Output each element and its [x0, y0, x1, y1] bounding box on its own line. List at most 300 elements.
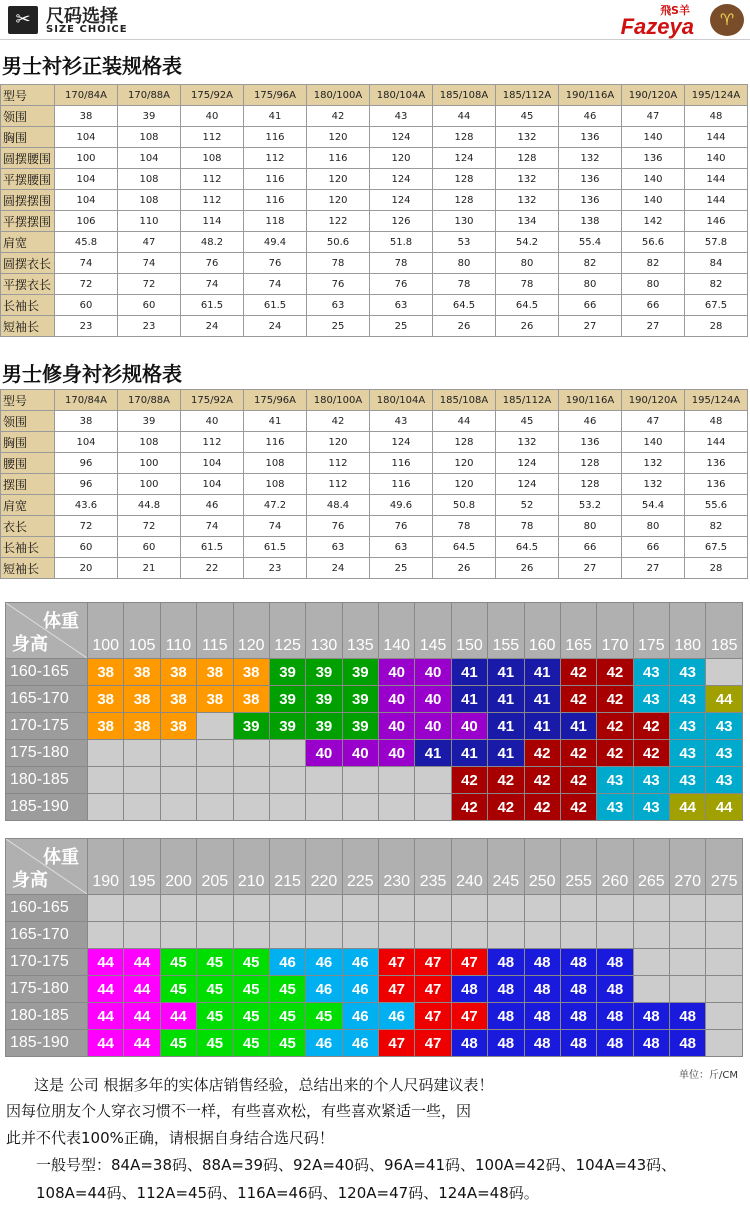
- size-cell: 43: [670, 767, 706, 794]
- size-cell: 43: [597, 794, 633, 821]
- spec-cell: 39: [118, 411, 181, 432]
- size-cell: [524, 922, 560, 949]
- unit-label: 单位：斤/CM: [679, 1070, 738, 1081]
- size-cell: 44: [88, 976, 124, 1003]
- spec-cell: 78: [496, 516, 559, 537]
- spec-cell: 108: [244, 474, 307, 495]
- table-row: [1, 316, 748, 337]
- spec-cell: 28: [685, 558, 748, 579]
- size-cell: 47: [451, 1003, 487, 1030]
- weight-header-cell: 115: [197, 603, 233, 659]
- spec-cell: 104: [55, 190, 118, 211]
- size-cell: 41: [524, 713, 560, 740]
- spec-cell: 128: [496, 148, 559, 169]
- spec-cell: 63: [307, 537, 370, 558]
- spec-header-cell: 175/96A: [244, 390, 307, 411]
- spec-cell: 摆围: [1, 474, 55, 495]
- size-cell: [306, 895, 342, 922]
- spec-cell: 54.4: [622, 495, 685, 516]
- table-row: [6, 895, 743, 922]
- spec-cell: 124: [370, 432, 433, 453]
- spec-cell: 122: [307, 211, 370, 232]
- note-line-3: 此并不代表100%正确，请根据自身结合选尺码！: [6, 1129, 334, 1147]
- size-cell: [633, 949, 669, 976]
- size-cell: 48: [597, 976, 633, 1003]
- spec-cell: 132: [622, 453, 685, 474]
- spec-cell: 26: [433, 316, 496, 337]
- size-cell: [306, 767, 342, 794]
- spec-cell: 108: [118, 432, 181, 453]
- spec-cell: 112: [244, 148, 307, 169]
- table-row: [6, 1003, 743, 1030]
- spec-cell: 112: [181, 127, 244, 148]
- spec-cell: 128: [559, 474, 622, 495]
- spec-cell: 76: [307, 516, 370, 537]
- spec-cell: 116: [244, 432, 307, 453]
- size-cell: 43: [633, 659, 669, 686]
- size-cell: [560, 895, 596, 922]
- spec-cell: 腰围: [1, 453, 55, 474]
- size-cell: 46: [306, 1030, 342, 1057]
- size-cell: 41: [451, 740, 487, 767]
- spec-cell: 124: [496, 474, 559, 495]
- spec-cell: 116: [307, 148, 370, 169]
- spec-cell: 136: [685, 474, 748, 495]
- spec-cell: 41: [244, 106, 307, 127]
- table-row: [6, 976, 743, 1003]
- size-cell: [124, 895, 160, 922]
- size-cell: 40: [306, 740, 342, 767]
- spec-cell: 124: [433, 148, 496, 169]
- spec-cell: 128: [433, 432, 496, 453]
- spec-cell: 76: [181, 253, 244, 274]
- size-cell: 48: [524, 1030, 560, 1057]
- spec-cell: 116: [244, 169, 307, 190]
- size-cell: 41: [524, 659, 560, 686]
- size-cell: [379, 767, 415, 794]
- size-cell: [415, 794, 451, 821]
- spec-cell: 24: [181, 316, 244, 337]
- weight-header-cell: 210: [233, 839, 269, 895]
- size-cell: 48: [560, 949, 596, 976]
- size-cell: [306, 922, 342, 949]
- spec-cell: 短袖长: [1, 558, 55, 579]
- weight-header-cell: 155: [488, 603, 524, 659]
- spec-cell: 23: [118, 316, 181, 337]
- spec-cell: 144: [685, 190, 748, 211]
- size-cell: [160, 740, 196, 767]
- spec-cell: 72: [55, 516, 118, 537]
- size-cell: [160, 767, 196, 794]
- spec-header-cell: 170/88A: [118, 85, 181, 106]
- size-cell: 47: [415, 976, 451, 1003]
- table-row: [1, 148, 748, 169]
- spec-cell: 118: [244, 211, 307, 232]
- spec-header-cell: 170/84A: [55, 85, 118, 106]
- size-cell: [706, 922, 743, 949]
- size-cell: 42: [560, 794, 596, 821]
- spec-cell: 142: [622, 211, 685, 232]
- spec-cell: 平摆腰围: [1, 169, 55, 190]
- spec-cell: 领围: [1, 106, 55, 127]
- spec-cell: 40: [181, 411, 244, 432]
- weight-header-cell: 185: [706, 603, 743, 659]
- size-cell: 46: [306, 949, 342, 976]
- spec-cell: 132: [496, 190, 559, 211]
- spec-cell: 104: [55, 169, 118, 190]
- spec-cell: 132: [496, 169, 559, 190]
- size-cell: 48: [524, 976, 560, 1003]
- spec-cell: 78: [307, 253, 370, 274]
- spec-cell: 61.5: [244, 295, 307, 316]
- scissors-icon: ✂: [8, 6, 38, 34]
- spec-cell: 104: [181, 474, 244, 495]
- weight-header-cell: 235: [415, 839, 451, 895]
- size-cell: 47: [379, 949, 415, 976]
- spec-cell: 47.2: [244, 495, 307, 516]
- size-cell: [670, 895, 706, 922]
- table-row: [1, 106, 748, 127]
- size-cell: [197, 922, 233, 949]
- spec-cell: 61.5: [244, 537, 307, 558]
- spec-cell: 140: [622, 127, 685, 148]
- size-cell: [633, 976, 669, 1003]
- size-cell: 44: [160, 1003, 196, 1030]
- height-label-cell: 185-190: [6, 794, 88, 821]
- size-cell: [160, 895, 196, 922]
- header-subtitle: SIZE CHOICE: [46, 24, 128, 35]
- size-cell: [633, 895, 669, 922]
- table-row: [1, 558, 748, 579]
- spec-cell: 108: [181, 148, 244, 169]
- size-cell: 48: [597, 1030, 633, 1057]
- table1-title: 男士衬衫正装规格表: [2, 54, 182, 78]
- spec-cell: 104: [55, 432, 118, 453]
- spec-cell: 64.5: [496, 295, 559, 316]
- weight-header-cell: 270: [670, 839, 706, 895]
- size-cell: 40: [415, 686, 451, 713]
- spec-cell: 104: [181, 453, 244, 474]
- size-cell: 44: [124, 976, 160, 1003]
- weight-header-cell: 160: [524, 603, 560, 659]
- height-label-cell: 165-170: [6, 922, 88, 949]
- size-cell: 48: [597, 949, 633, 976]
- spec-cell: 136: [559, 190, 622, 211]
- size-cell: 40: [342, 740, 378, 767]
- size-cell: 47: [415, 1030, 451, 1057]
- size-cell: [706, 949, 743, 976]
- spec-cell: 46: [181, 495, 244, 516]
- spec-cell: 平摆摆围: [1, 211, 55, 232]
- weight-header-cell: 140: [379, 603, 415, 659]
- size-cell: 48: [560, 1003, 596, 1030]
- spec-cell: 72: [118, 274, 181, 295]
- size-cell: 42: [597, 740, 633, 767]
- table-row: [1, 411, 748, 432]
- spec-cell: 112: [181, 190, 244, 211]
- size-cell: [560, 922, 596, 949]
- size-cell: [524, 895, 560, 922]
- spec-cell: 20: [55, 558, 118, 579]
- size-cell: 48: [451, 1030, 487, 1057]
- size-cell: 44: [124, 949, 160, 976]
- spec-header-cell: 175/96A: [244, 85, 307, 106]
- size-cell: 40: [415, 659, 451, 686]
- size-cell: 42: [524, 767, 560, 794]
- spec-cell: 60: [118, 295, 181, 316]
- spec-cell: 136: [559, 169, 622, 190]
- size-cell: [379, 895, 415, 922]
- size-cell: 48: [560, 1030, 596, 1057]
- spec-cell: 80: [559, 274, 622, 295]
- table-row: [6, 659, 743, 686]
- spec-cell: 45: [496, 106, 559, 127]
- spec-cell: 136: [622, 148, 685, 169]
- weight-header-cell: 265: [633, 839, 669, 895]
- size-cell: 39: [342, 686, 378, 713]
- spec-header-cell: 185/108A: [433, 85, 496, 106]
- spec-cell: 80: [622, 274, 685, 295]
- spec-header-cell: 180/104A: [370, 85, 433, 106]
- spec-cell: 46: [559, 411, 622, 432]
- size-cell: 38: [160, 659, 196, 686]
- size-cell: [670, 949, 706, 976]
- spec-cell: 78: [496, 274, 559, 295]
- size-cell: 42: [524, 740, 560, 767]
- spec-cell: 64.5: [433, 295, 496, 316]
- spec-cell: 96: [55, 453, 118, 474]
- size-cell: 42: [597, 713, 633, 740]
- spec-cell: 132: [496, 127, 559, 148]
- height-label-cell: 160-165: [6, 895, 88, 922]
- spec-cell: 长袖长: [1, 295, 55, 316]
- size-cell: 41: [560, 713, 596, 740]
- size-cell: [88, 794, 124, 821]
- size-cell: 41: [488, 686, 524, 713]
- size-cell: 41: [451, 659, 487, 686]
- spec-cell: 82: [685, 516, 748, 537]
- size-cell: 45: [306, 1003, 342, 1030]
- size-cell: 46: [306, 976, 342, 1003]
- spec-cell: 74: [244, 516, 307, 537]
- spec-cell: 124: [496, 453, 559, 474]
- spec-cell: 26: [496, 316, 559, 337]
- weight-header-cell: 240: [451, 839, 487, 895]
- spec-cell: 平摆衣长: [1, 274, 55, 295]
- spec-cell: 短袖长: [1, 316, 55, 337]
- grid-corner: 体重 身高: [6, 603, 88, 659]
- spec-cell: 76: [307, 274, 370, 295]
- weight-header-cell: 145: [415, 603, 451, 659]
- size-cell: [269, 895, 305, 922]
- table-row: [6, 686, 743, 713]
- spec-cell: 112: [307, 453, 370, 474]
- table-row: [1, 274, 748, 295]
- spec-cell: 21: [118, 558, 181, 579]
- spec-cell: 50.8: [433, 495, 496, 516]
- slim-shirt-spec-table: [0, 389, 748, 579]
- size-cell: 41: [488, 659, 524, 686]
- spec-cell: 144: [685, 432, 748, 453]
- spec-cell: 胸围: [1, 432, 55, 453]
- spec-cell: 22: [181, 558, 244, 579]
- weight-header-cell: 195: [124, 839, 160, 895]
- size-cell: 45: [160, 976, 196, 1003]
- size-cell: 38: [88, 686, 124, 713]
- size-cell: [670, 922, 706, 949]
- spec-cell: 61.5: [181, 295, 244, 316]
- size-cell: 45: [160, 1030, 196, 1057]
- spec-cell: 领围: [1, 411, 55, 432]
- size-cell: 39: [306, 659, 342, 686]
- size-cell: [706, 895, 743, 922]
- size-cell: 45: [197, 949, 233, 976]
- size-cell: 39: [269, 713, 305, 740]
- size-cell: 42: [451, 767, 487, 794]
- spec-cell: 132: [496, 432, 559, 453]
- table-row: [1, 253, 748, 274]
- weight-header-cell: 225: [342, 839, 378, 895]
- weight-header-cell: 165: [560, 603, 596, 659]
- spec-cell: 74: [118, 253, 181, 274]
- table-row: [1, 127, 748, 148]
- spec-cell: 124: [370, 169, 433, 190]
- spec-cell: 108: [118, 127, 181, 148]
- size-cell: 44: [706, 794, 743, 821]
- size-cell: 43: [706, 713, 743, 740]
- size-cell: [160, 794, 196, 821]
- spec-header-cell: 195/124A: [685, 390, 748, 411]
- spec-cell: 39: [118, 106, 181, 127]
- size-cell: [233, 895, 269, 922]
- size-cell: [451, 922, 487, 949]
- size-cell: [342, 767, 378, 794]
- spec-cell: 48: [685, 106, 748, 127]
- size-cell: [269, 740, 305, 767]
- size-cell: 48: [488, 1003, 524, 1030]
- spec-cell: 60: [55, 537, 118, 558]
- spec-cell: 55.4: [559, 232, 622, 253]
- spec-cell: 112: [307, 474, 370, 495]
- spec-cell: 84: [685, 253, 748, 274]
- spec-cell: 43.6: [55, 495, 118, 516]
- size-cell: 38: [197, 659, 233, 686]
- size-cell: [415, 895, 451, 922]
- size-cell: [197, 713, 233, 740]
- size-cell: 46: [342, 1003, 378, 1030]
- table-row: [1, 495, 748, 516]
- spec-header-cell: 185/112A: [496, 390, 559, 411]
- spec-cell: 60: [55, 295, 118, 316]
- size-cell: 45: [197, 976, 233, 1003]
- spec-cell: 120: [307, 432, 370, 453]
- spec-cell: 64.5: [496, 537, 559, 558]
- size-cell: 45: [197, 1003, 233, 1030]
- spec-cell: 82: [685, 274, 748, 295]
- table-row: [1, 516, 748, 537]
- height-label-cell: 160-165: [6, 659, 88, 686]
- spec-cell: 44: [433, 106, 496, 127]
- size-cell: [269, 922, 305, 949]
- spec-cell: 136: [559, 127, 622, 148]
- spec-cell: 82: [622, 253, 685, 274]
- spec-cell: 78: [433, 516, 496, 537]
- formal-shirt-spec-table: [0, 84, 748, 337]
- weight-header-cell: 250: [524, 839, 560, 895]
- size-cell: 42: [451, 794, 487, 821]
- spec-cell: 54.2: [496, 232, 559, 253]
- table-row: [1, 474, 748, 495]
- size-cell: 48: [560, 976, 596, 1003]
- size-cell: 38: [124, 659, 160, 686]
- size-cell: 39: [306, 686, 342, 713]
- size-cell: [269, 794, 305, 821]
- spec-cell: 23: [244, 558, 307, 579]
- spec-cell: 130: [433, 211, 496, 232]
- spec-cell: 67.5: [685, 295, 748, 316]
- spec-header-cell: 型号: [1, 85, 55, 106]
- spec-cell: 104: [55, 127, 118, 148]
- size-cell: 40: [379, 713, 415, 740]
- size-cell: 39: [342, 713, 378, 740]
- size-cell: 45: [233, 976, 269, 1003]
- size-cell: 42: [597, 659, 633, 686]
- spec-cell: 126: [370, 211, 433, 232]
- size-cell: 39: [269, 659, 305, 686]
- spec-cell: 55.6: [685, 495, 748, 516]
- size-cell: [160, 922, 196, 949]
- weight-header-cell: 130: [306, 603, 342, 659]
- size-cell: 44: [124, 1003, 160, 1030]
- size-cell: [233, 740, 269, 767]
- table-row: [6, 740, 743, 767]
- spec-header-cell: 175/92A: [181, 390, 244, 411]
- spec-cell: 47: [118, 232, 181, 253]
- spec-cell: 80: [496, 253, 559, 274]
- size-cell: 39: [269, 686, 305, 713]
- size-cell: [233, 767, 269, 794]
- size-cell: 43: [670, 686, 706, 713]
- spec-cell: 66: [622, 295, 685, 316]
- spec-cell: 26: [496, 558, 559, 579]
- weight-header-cell: 110: [160, 603, 196, 659]
- size-cell: 46: [342, 949, 378, 976]
- size-cell: [88, 740, 124, 767]
- size-cell: 48: [488, 949, 524, 976]
- spec-cell: 80: [559, 516, 622, 537]
- spec-cell: 46: [559, 106, 622, 127]
- size-cell: [488, 895, 524, 922]
- spec-cell: 114: [181, 211, 244, 232]
- spec-header-cell: 型号: [1, 390, 55, 411]
- size-cell: 43: [633, 794, 669, 821]
- note-line-5: 108A=44码、112A=45码、116A=46码、120A=47码、124A=48码。: [36, 1184, 539, 1202]
- spec-header-cell: 190/120A: [622, 85, 685, 106]
- table-row: [6, 949, 743, 976]
- table-row: [6, 1030, 743, 1057]
- spec-cell: 40: [181, 106, 244, 127]
- size-cell: [197, 740, 233, 767]
- spec-cell: 48.4: [307, 495, 370, 516]
- spec-cell: 128: [559, 453, 622, 474]
- spec-cell: 66: [622, 537, 685, 558]
- size-cell: 42: [560, 767, 596, 794]
- spec-cell: 38: [55, 106, 118, 127]
- spec-cell: 26: [433, 558, 496, 579]
- spec-cell: 44.8: [118, 495, 181, 516]
- spec-cell: 25: [370, 316, 433, 337]
- table-row: [1, 453, 748, 474]
